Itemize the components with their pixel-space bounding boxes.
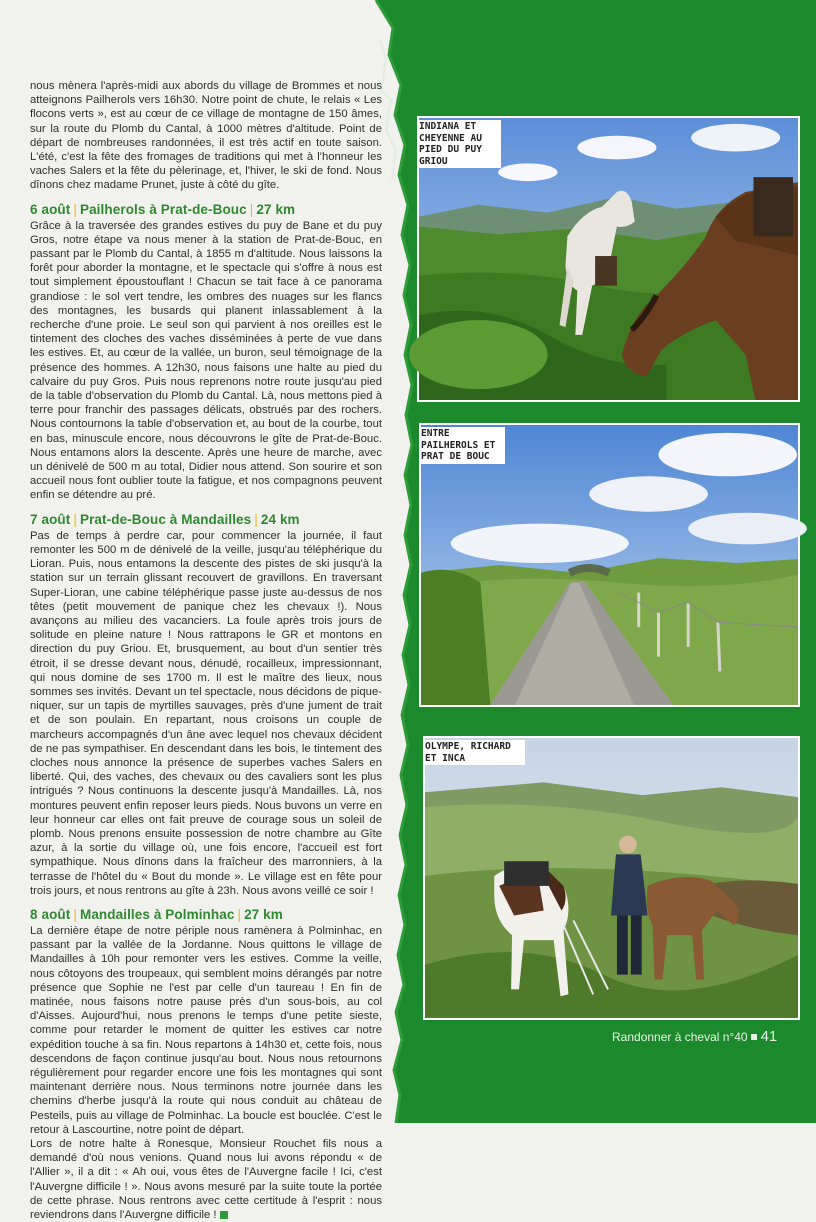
section-date: 6 août xyxy=(30,201,71,217)
section-paragraph: Pas de temps à perdre car, pour commencer la journée, il faut remonter les 500 m de dénivelé de la veille, jusqu'au téléphérique du Lioran. Puis, nous entamons la descente des pistes de ski jusqu'à la station sur un terrain glissant recouvert de gravillons. En traversant Super-Lioran, une cabine téléphérique passe juste au-dessus de nos têtes (petit mouvement de panique chez les chevaux !). Nous avançons au milieu des vacanciers. La foule après trois jours de solitude en pleine nature ! Nous rattrapons le GR et montons en direction du puy Griou. Et, brusquement, au bout d'un sentier très étroit, il se dresse devant nous, dénudé, rocailleux, impressionnant, qui nous domine de ses 1700 m. Il est le maître des lieux, nous sommes ses invités. Devant un tel spectacle, nous décidons de pique-niquer, sur un tapis de myrtilles sauvages, près d'une jument de trait et de son poulain. En repartant, nous croisons un couple de marcheurs accompagnés d'un âne avec lequel nos chevaux décident de ne pas sympathiser. En descendant dans les bois, le tintement des cloches nous annonce la présence de superbes vaches Salers en liberté. Qui, des vaches, des chevaux ou des cavaliers sont les plus intrigués ? Nous continuons la descente jusqu'à Mandailles. Là, nos montures peuvent enfin reposer leurs pieds. Nous buvons un verre en leur honneur car elles ont fait preuve de courage sous un soleil de plomb. Nous prenons ensuite possession de notre chambre au Gîte azur, à la sortie du village où, une fois encore, l'accueil est fort sympathique. Nous dînons dans la fraîcheur des marronniers, à la terrasse de l'hôtel du « Bout du monde ». Le village est en fête pour trois jours, et nous rentrons au gîte à 23h. Nous avons veillé ce soir ! xyxy=(30,529,382,897)
section-route: Pailherols à Prat-de-Bouc xyxy=(79,201,247,217)
section-date: 8 août xyxy=(30,906,71,922)
section-heading: 7 août | Prat-de-Bouc à Mandailles | 24 km xyxy=(30,511,300,527)
photo-road-pailherols xyxy=(419,423,800,707)
section-paragraph: Grâce à la traversée des grandes estives du puy de Bane et du puy Gros, notre étape va nous mener à la station de Prat-de-Bouc, en passant par le Plomb du Cantal, à 1855 m d'altitude. Nous laissons la forêt pour aborder la montagne, et le spectacle qui s'offre à nous est tout simplement époustouflant ! Chacun se tait face à ce panorama grandiose : le sol vert tendre, les ombres des nuages sur les flancs des montagnes, les busards qui planent inlassablement à la recherche d'une proie. Le seul son qui parvient à nos oreilles est le tintement des cloches des vaches disséminées à perte de vue dans les estives. Et, au cœur de la vallée, un buron, seul témoignage de la présence des hommes. A 12h30, nous faisons une halte au pied du calvaire du puy Gros. Puis nous reprenons notre route jusqu'au pied de la table d'observation du Plomb du Cantal. Là, nous mettons pied à terre pour franchir des passages délicats, obstrués par des rochers. Nous contournons la table d'observation et, au bout de la courbe, tout en bas, minuscule encore, nous découvrons le gîte de Prat-de-Bouc. Nous entamons alors la descente. Après une heure de marche, avec un dénivelé de 500 m au total, Didier nous attend. Son sourire et son accueil nous font oublier toute la fatigue, et nos compagnons peuvent enfin se détendre au pré. xyxy=(30,219,382,502)
photo-caption: OLYMPE, RICHARD ET INCA xyxy=(423,740,525,765)
section-route: Mandailles à Polminhac xyxy=(79,906,235,922)
section-heading: 8 août | Mandailles à Polminhac | 27 km xyxy=(30,906,283,922)
section-paragraph: La dernière étape de notre périple nous ramènera à Polminhac, en passant par la vallée de la Jordanne. Nous quittons le village de Mandailles à 10h pour remonter vers les estives. Comme la veille, nous côtoyons des troupeaux, qui semblent moins dérangés par notre présence que Sophie ne l'est par celle d'un taureau ! En fin de matinée, nous faisons notre pause près d'un sous-bois, au col d'Aisses. Aujourd'hui, nous prenons le temps d'une petite sieste, comme pour retarder le moment de quitter les estives car notre expédition touche à sa fin. Nous repartons à 14h30 et, cette fois, nous descendons de façon continue jusqu'au bout. Nous nous retournons régulièrement pour regarder encore une fois les montagnes qui sont maintenant derrière nous. Nous terminons notre journée dans les chemins d'herbe jusqu'à la route qui nous conduit au château de Pesteils, puis au village de Polminhac. La boucle est bouclée. C'est le retour à Lascourtine, notre point de départ. xyxy=(30,924,382,1136)
closing-paragraph: Lors de notre halte à Ronesque, Monsieur Rouchet fils nous a demandé d'où nous venions. Quand nous lui avons répondu « de l'Allier », il a dit : « Ah oui, vous êtes de l'Auvergne facile ! Ici, c'est l'Auvergne difficile ! ». Nous avons mesuré par la suite toute la portée de cette phrase. Nous rentrons avec cette certitude à l'esprit : nous reviendrons dans l'Auvergne difficile ! xyxy=(30,1138,382,1222)
photo-olympe-richard-inca xyxy=(423,736,800,1020)
issue-number: n°40 xyxy=(722,1030,748,1044)
intro-paragraph: nous mènera l'après-midi aux abords du village de Brommes et nous atteignons Pailherols vers 16h30. Notre point de chute, le relais « Les flocons verts », est au cœur de ce village de montagne de 150 âmes, sur la route du Plomb du Cantal, à 1000 mètres d'altitude. Point de départ de nombreuses randonnées, il est très actif en toute saison. L'été, c'est la fête des fromages de traditions qui met à l'honneur les vaches Salers et la fête du pèlerinage, et, l'hiver, le ski de fond. Nous dînons chez madame Prunet, juste à côté du gîte. xyxy=(30,80,382,192)
section-date: 7 août xyxy=(30,511,71,527)
photo-caption: ENTRE PAILHEROLS ET PRAT DE BOUC xyxy=(419,427,505,464)
photo-caption: INDIANA ET CHEYENNE AU PIED DU PUY GRIOU xyxy=(417,120,501,168)
section-route: Prat-de-Bouc à Mandailles xyxy=(79,511,252,527)
article-text-column xyxy=(30,79,382,1222)
section-distance: 24 km xyxy=(260,511,300,527)
magazine-name: Randonner à cheval xyxy=(612,1030,720,1044)
page-number: 41 xyxy=(760,1028,778,1045)
section-heading: 6 août | Pailherols à Prat-de-Bouc | 27 km xyxy=(30,201,296,217)
section-distance: 27 km xyxy=(256,201,296,217)
section-distance: 27 km xyxy=(244,906,283,922)
footer-square-icon xyxy=(751,1034,757,1040)
end-mark-icon xyxy=(220,1211,228,1219)
page-footer xyxy=(612,1028,792,1045)
